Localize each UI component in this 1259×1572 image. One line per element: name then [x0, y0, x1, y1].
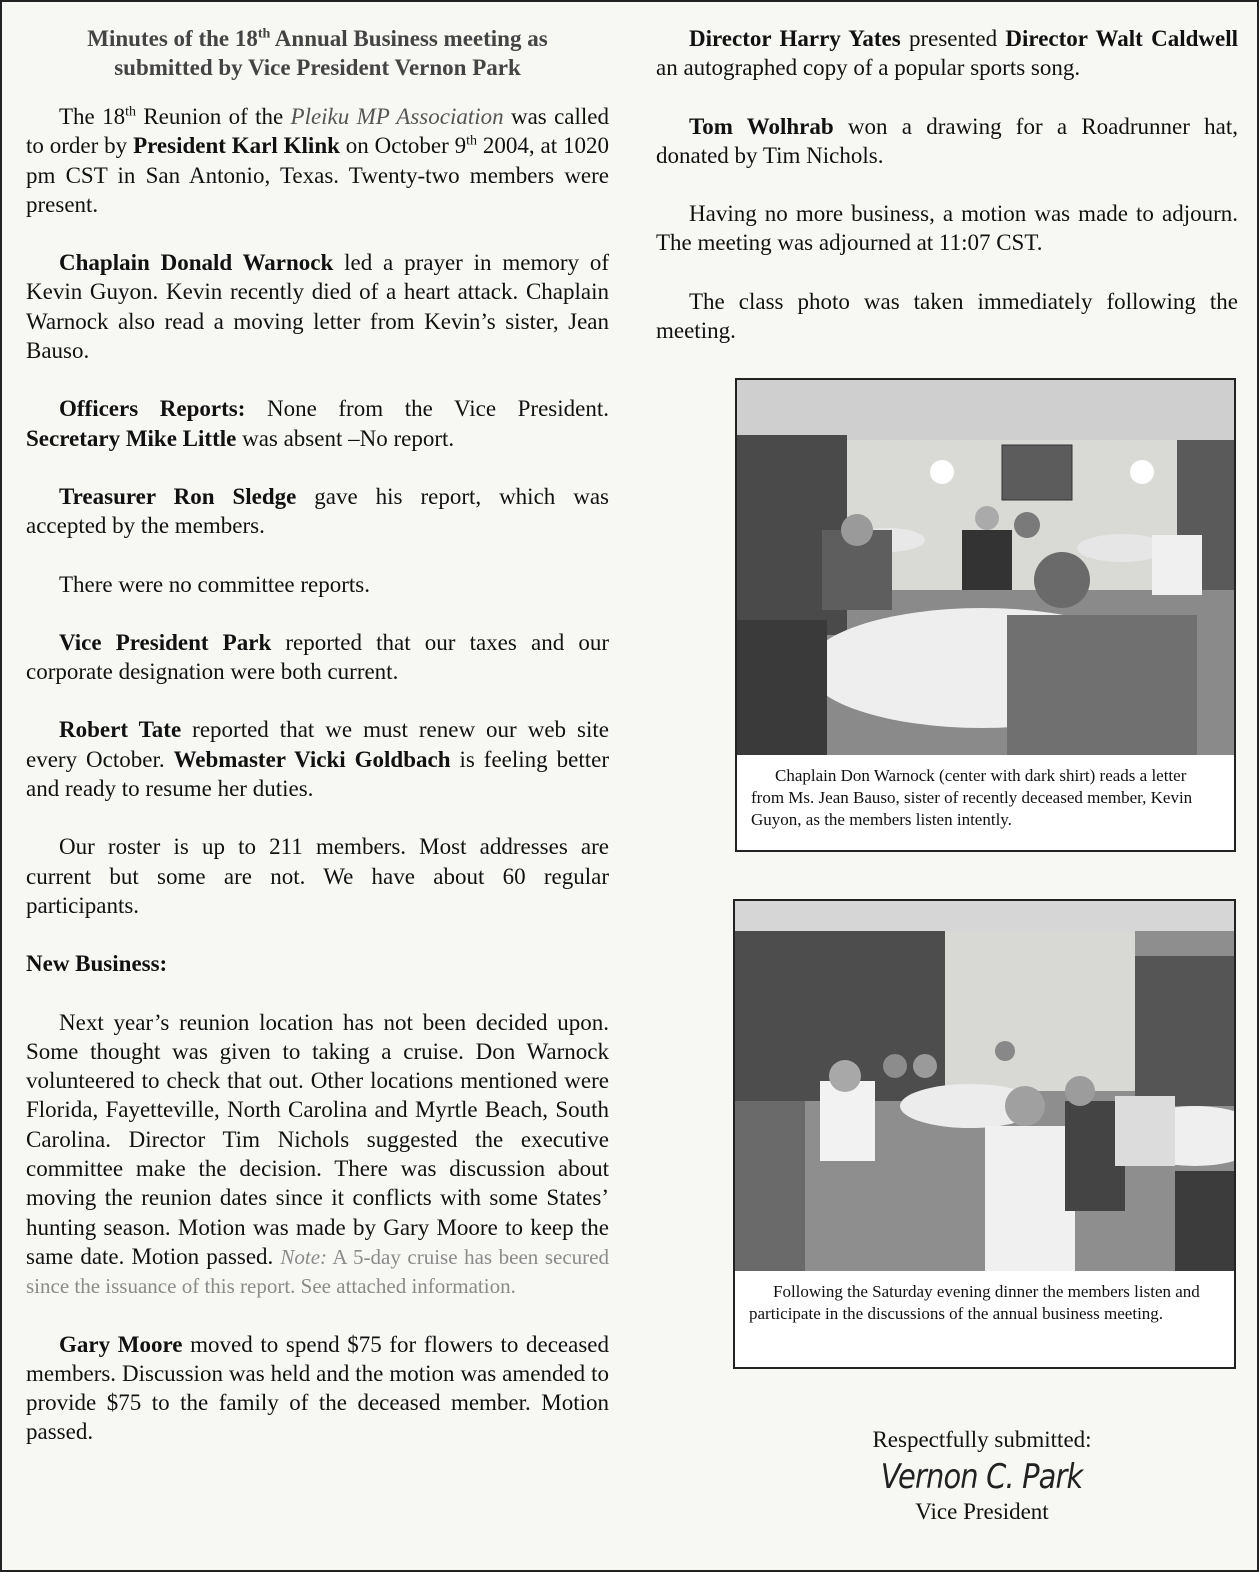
photo-caption-1: Chaplain Don Warnock (center with dark shirt) reads a letter from Ms. Jean Bauso, sister of recently deceased member, Kevin Guyon, as the members listen intently.	[751, 766, 1193, 829]
paragraph-flowers: Gary Moore moved to spend $75 for flowers to deceased members. Discussion was held and the motion was amended to provide $75 to the family of the deceased member. Motion passed.	[26, 1331, 610, 1445]
photo-frame-2	[733, 899, 1236, 1369]
paragraph-drawing: Tom Wolhrab won a drawing for a Roadrunner hat, donated by Tim Nichols.	[656, 113, 1239, 168]
paragraph-committee: There were no committee reports.	[59, 571, 371, 597]
association-name: Pleiku MP Association	[290, 104, 504, 129]
paragraph-website: Robert Tate reported that we must renew our web site every October. Webmaster Vicki Goldbach is feeling better and ready to resume her duties.	[26, 717, 609, 802]
paragraph-treasurer: Treasurer Ron Sledge gave his report, which was accepted by the members.	[26, 483, 609, 539]
right-column	[656, 24, 1238, 374]
paragraph-class-photo: The class photo was taken immediately following the meeting.	[656, 288, 1238, 344]
new-business-heading: New Business:	[26, 951, 168, 977]
signature: Vernon C. Park	[881, 1457, 1083, 1497]
paragraph-roster: Our roster is up to 211 members. Most addresses are current but some are not. We have about 60 regular participants.	[26, 834, 609, 918]
note-text: Note: A 5-day cruise has been secured since the issuance of this report. See attached information.	[26, 1244, 609, 1299]
minutes-heading: Minutes of the 18th Annual Business meeting as submitted by Vice President Vernon Park	[87, 26, 548, 80]
paragraph-adjourn: Having no more business, a motion was made to adjourn. The meeting was adjourned at 11:07 CST.	[656, 201, 1238, 256]
left-column	[26, 24, 609, 1476]
signoff-block	[782, 1427, 1182, 1525]
paragraph-officers-reports: Officers Reports: None from the Vice President. Secretary Mike Little was absent –No report.	[26, 396, 609, 451]
meeting-photo-1	[737, 380, 1234, 755]
paragraph-next-reunion: Next year’s reunion location has not been decided upon. Some thought was given to taking a cruise. Don Warnock volunteered to check that out. Other locations mentioned were Florida, Fayetteville, North Carolina and Myrtle Beach, South Carolina. Director Tim Nichols suggested the executive committee make the decision. There was discussion about moving the reunion dates since it conflicts with some States’ hunting season. Motion was made by Gary Moore to keep the same date. Motion passed. Note: A 5-day cruise has been secured since the issuance of this report. See attached information.	[26, 1009, 609, 1299]
paragraph-call-to-order: The 18th Reunion of the Pleiku MP Association was called to order by President Karl Klink on October 9th 2004, at 1020 pm CST in San Antonio, Texas. Twenty-two members were present.	[26, 104, 609, 217]
photo-frame-1	[735, 378, 1236, 852]
respectfully-submitted-label: Respectfully submitted:	[872, 1427, 1092, 1452]
paragraph-vice-president: Vice President Park reported that our taxes and our corporate designation were both current.	[26, 629, 609, 685]
signer-title: Vice President	[915, 1499, 1049, 1524]
meeting-photo-2	[735, 901, 1234, 1271]
paragraph-autographed-song: Director Harry Yates presented Director Walt Caldwell an autographed copy of a popular sports song.	[656, 26, 1238, 81]
photo-caption-2: Following the Saturday evening dinner the members listen and participate in the discussions of the annual business meeting.	[749, 1282, 1200, 1323]
paragraph-prayer: Chaplain Donald Warnock led a prayer in memory of Kevin Guyon. Kevin recently died of a heart attack. Chaplain Warnock also read a moving letter from Kevin’s sister, Jean Bauso.	[26, 250, 609, 364]
